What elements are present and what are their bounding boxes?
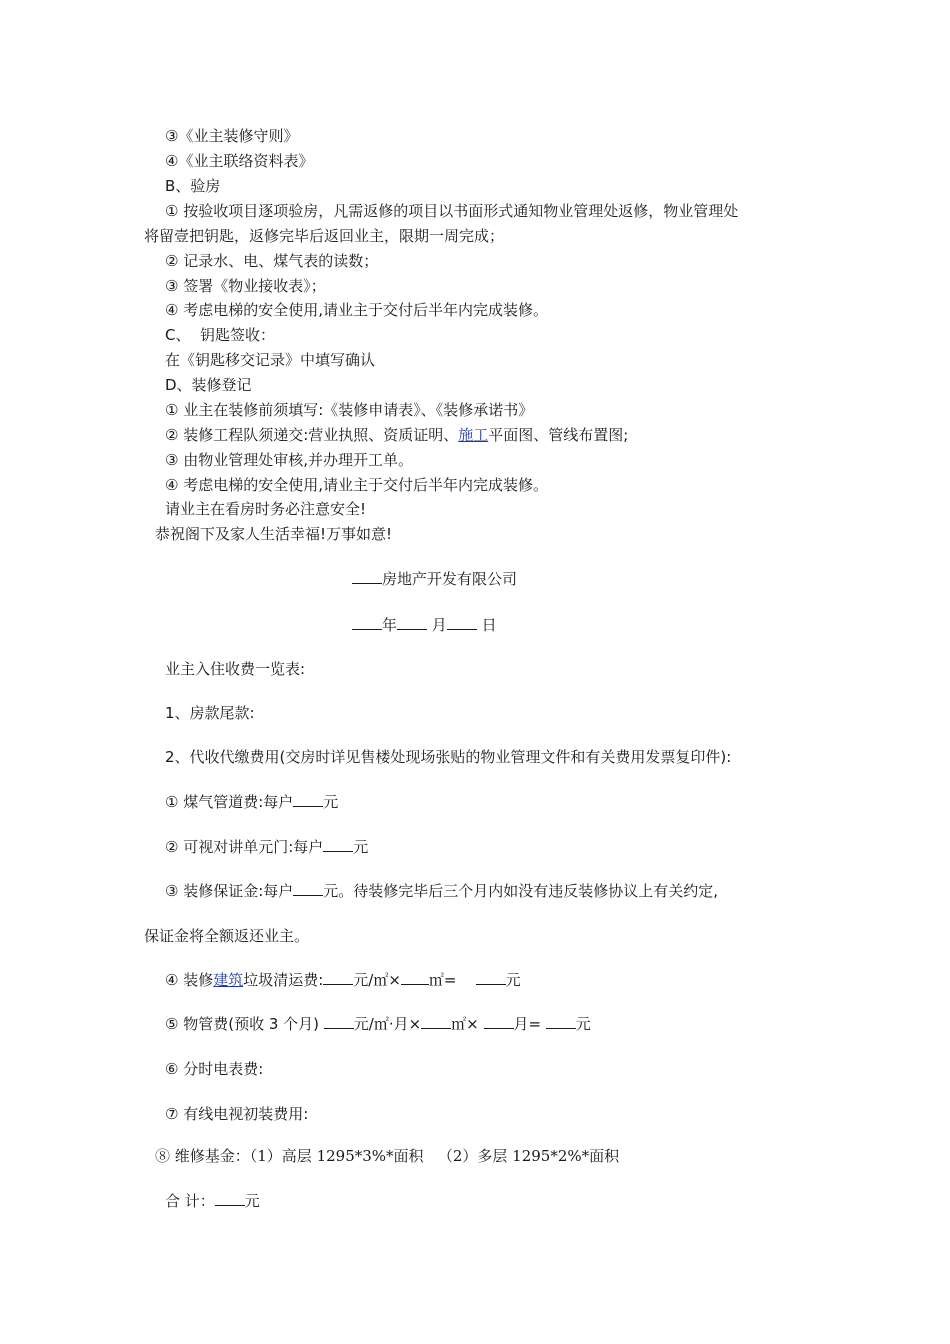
waste-unit-area: ㎡= — [428, 971, 457, 989]
year-label: 年 — [382, 616, 398, 634]
guide-item-d2 — [165, 425, 628, 445]
mgmt-label: ⑤ 物管费(预收 3 个月) — [165, 1015, 319, 1033]
fee-intercom — [165, 837, 368, 857]
guide-item-d4: ④ 考虑电梯的安全使用,请业主于交付后半年内完成装修。 — [165, 476, 548, 494]
intercom-unit: 元 — [353, 838, 369, 856]
section-d-title: D、装修登记 — [165, 376, 252, 394]
fee-deposit-line2: 保证金将全额返还业主。 — [144, 927, 310, 945]
mgmt-rate-blank — [324, 1014, 354, 1029]
guide-item-b1-line2: 将留壹把钥匙，返修完毕后返回业主，限期一周完成； — [144, 227, 505, 245]
fee-deposit — [165, 881, 718, 901]
construction-link[interactable]: 施工 — [458, 426, 489, 444]
waste-area-blank — [401, 970, 429, 985]
gas-amount-blank — [293, 792, 323, 807]
day-blank — [447, 615, 477, 630]
deposit-terms: 元。待装修完毕后三个月内如没有违反装修协议上有关约定, — [323, 882, 719, 900]
company-suffix: 房地产开发有限公司 — [382, 570, 518, 588]
day-label: 日 — [481, 616, 497, 634]
fee-table-title: 业主入住收费一览表: — [165, 660, 306, 678]
fee-waste-removal — [165, 970, 521, 990]
deposit-label: ③ 装修保证金:每户 — [165, 882, 294, 900]
safety-note: 请业主在看房时务必注意安全! — [165, 500, 367, 518]
intercom-label: ② 可视对讲单元门:每户 — [165, 838, 324, 856]
waste-label-mid: 垃圾清运费: — [243, 971, 324, 989]
section-b-title: B、验房 — [165, 177, 221, 195]
guide-item-c1: 在《钥匙移交记录》中填写确认 — [165, 351, 376, 369]
waste-rate-blank — [323, 970, 353, 985]
company-signature — [352, 569, 517, 589]
gas-unit: 元 — [323, 793, 339, 811]
d2-text-post: 平面图、管线布置图; — [488, 426, 629, 444]
signature-date — [352, 615, 497, 635]
mgmt-unit-rate: 元/㎡·月× — [353, 1015, 422, 1033]
fee-maintenance-fund: ⑧ 维修基金：（1）高层 1295*3%*面积 （2）多层 1295*2%*面积 — [155, 1147, 620, 1165]
fee-item-2: 2、代收代缴费用(交房时详见售楼处现场张贴的物业管理文件和有关费用发票复印件): — [165, 748, 732, 766]
total-label: 合 计： — [165, 1192, 215, 1210]
wishes: 恭祝阁下及家人生活幸福!万事如意! — [155, 525, 393, 543]
intercom-amount-blank — [323, 837, 353, 852]
mgmt-area-blank — [421, 1014, 451, 1029]
mgmt-unit-months: 月= — [513, 1015, 542, 1033]
mgmt-total-blank — [546, 1014, 576, 1029]
fee-item-1: 1、房款尾款: — [165, 704, 255, 722]
section-c-title: C、 钥匙签收： — [165, 326, 276, 344]
fee-management — [165, 1014, 591, 1034]
year-blank — [352, 615, 382, 630]
guide-item-a4: ④《业主联络资料表》 — [165, 152, 314, 170]
d2-text-pre: ② 装修工程队须递交:营业执照、资质证明、 — [165, 426, 459, 444]
gas-label: ① 煤气管道费:每户 — [165, 793, 294, 811]
guide-item-b4: ④ 考虑电梯的安全使用,请业主于交付后半年内完成装修。 — [165, 301, 548, 319]
fee-time-meter: ⑥ 分时电表费: — [165, 1060, 264, 1078]
guide-item-d1: ① 业主在装修前须填写:《装修申请表》、《装修承诺书》 — [165, 401, 534, 419]
mgmt-unit-area: ㎡× — [451, 1015, 479, 1033]
mgmt-months-blank — [484, 1014, 514, 1029]
waste-total-blank — [476, 970, 506, 985]
building-link[interactable]: 建筑 — [213, 971, 244, 989]
month-blank — [397, 615, 427, 630]
guide-item-b1-line1: ① 按验收项目逐项验房，凡需返修的项目以书面形式通知物业管理处返修，物业管理处 — [165, 202, 739, 220]
waste-unit-total: 元 — [505, 971, 521, 989]
guide-item-b2: ② 记录水、电、煤气表的读数； — [165, 252, 379, 270]
mgmt-unit-total: 元 — [575, 1015, 591, 1033]
waste-unit-rate: 元/㎡× — [353, 971, 401, 989]
fee-total — [165, 1191, 260, 1211]
company-name-blank — [352, 569, 382, 584]
guide-item-b3: ③ 签署《物业接收表》； — [165, 277, 326, 295]
total-unit: 元 — [244, 1192, 260, 1210]
fee-cable-tv: ⑦ 有线电视初装费用: — [165, 1105, 309, 1123]
fee-gas-pipeline — [165, 792, 338, 812]
month-label: 月 — [431, 616, 447, 634]
guide-item-a3: ③《业主装修守则》 — [165, 127, 299, 145]
waste-label-pre: ④ 装修 — [165, 971, 214, 989]
guide-item-d3: ③ 由物业管理处审核,并办理开工单。 — [165, 451, 413, 469]
deposit-amount-blank — [293, 881, 323, 896]
total-amount-blank — [215, 1191, 245, 1206]
